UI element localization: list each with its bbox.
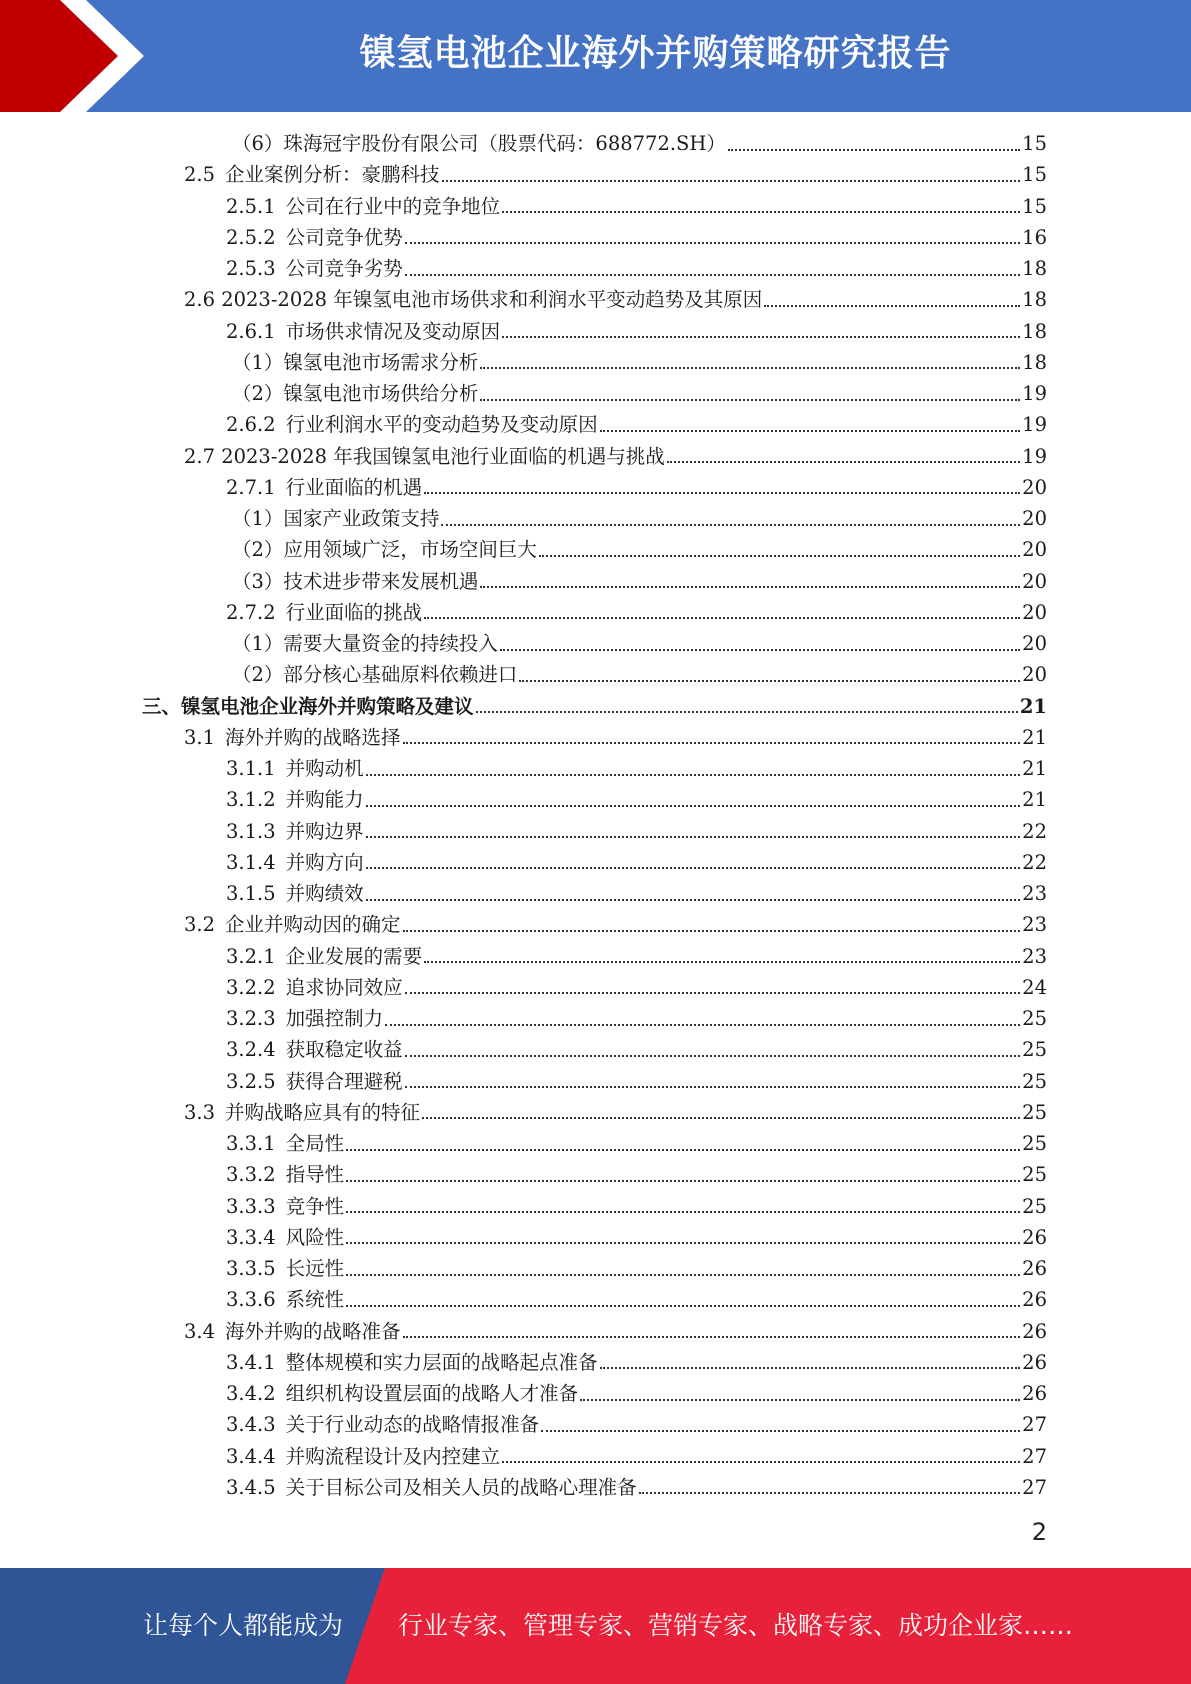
- toc-entry-title: 加强控制力: [285, 1007, 384, 1030]
- toc-leader-dots: [405, 274, 1021, 276]
- toc-entry-number: 2.7.2: [226, 600, 276, 624]
- toc-entry[interactable]: [226, 472, 1047, 503]
- toc-entry-page: 20: [1022, 538, 1047, 562]
- toc-entry-page: 23: [1022, 913, 1047, 937]
- footer-slogan-left: 让每个人都能成为: [143, 1611, 344, 1640]
- toc-entry-title: 公司竞争劣势: [285, 257, 403, 280]
- toc-entry-title: 市场供求情况及变动原因: [285, 319, 501, 343]
- toc-entry[interactable]: [226, 1222, 1047, 1253]
- toc-entry-page: 19: [1022, 413, 1047, 437]
- toc-leader-dots: [366, 899, 1021, 901]
- toc-entry-page: 26: [1022, 1319, 1047, 1343]
- toc-entry[interactable]: [226, 316, 1047, 347]
- toc-entry[interactable]: [226, 1191, 1047, 1222]
- toc-entry[interactable]: [232, 347, 1047, 378]
- toc-entry-title: 行业面临的机遇: [285, 475, 423, 499]
- toc-entry-number: 2.5.1: [226, 194, 276, 218]
- toc-entry[interactable]: [226, 784, 1047, 815]
- toc-entry-page: 23: [1022, 944, 1047, 968]
- toc-leader-dots: [424, 617, 1020, 619]
- toc-entry-number: 2.6.1: [226, 319, 276, 343]
- toc-entry[interactable]: [184, 159, 1047, 190]
- toc-entry-page: 18: [1022, 350, 1047, 374]
- toc-entry-number: 3.1.4: [226, 850, 276, 874]
- toc-entry-title: 企业发展的需要: [285, 944, 423, 968]
- toc-leader-dots: [346, 1242, 1020, 1244]
- toc-entry[interactable]: [226, 1034, 1047, 1065]
- toc-leader-dots: [502, 211, 1020, 213]
- toc-entry-page: 18: [1022, 288, 1047, 312]
- toc-entry-number: 3.3.6: [226, 1288, 276, 1312]
- toc-entry-page: 15: [1022, 163, 1047, 187]
- toc-entry-title: （2）部分核心基础原料依赖进口: [232, 663, 518, 687]
- toc-entry-page: 18: [1022, 319, 1047, 343]
- toc-entry-page: 19: [1022, 382, 1047, 405]
- toc-entry-page: 21: [1022, 725, 1047, 749]
- toc-entry-title: 2.7 2023-2028 年我国镍氢电池行业面临的机遇与挑战: [184, 444, 665, 468]
- toc-entry[interactable]: [184, 441, 1047, 472]
- toc-leader-dots: [366, 836, 1021, 838]
- toc-entry-number: 2.5: [184, 163, 216, 187]
- toc-leader-dots: [424, 961, 1020, 963]
- footer-slogan-right: 行业专家、管理专家、营销专家、战略专家、成功企业家……: [398, 1611, 1074, 1640]
- toc-entry-title: 行业利润水平的变动趋势及变动原因: [285, 413, 598, 437]
- toc-entry-title: 指导性: [285, 1163, 345, 1187]
- toc-leader-dots: [366, 867, 1021, 869]
- toc-entry-title: 系统性: [285, 1288, 345, 1312]
- toc-entry-title: 整体规模和实力层面的战略起点准备: [285, 1350, 598, 1374]
- page-header: [0, 0, 1191, 112]
- toc-entry[interactable]: [232, 628, 1047, 659]
- toc-entry-title: 关于行业动态的战略情报准备: [285, 1413, 540, 1437]
- toc-entry-number: 3.1: [184, 725, 216, 749]
- toc-leader-dots: [405, 242, 1021, 244]
- toc-leader-dots: [403, 742, 1021, 744]
- toc-entry-title: 并购动机: [285, 757, 364, 780]
- toc-leader-dots: [580, 1399, 1020, 1401]
- toc-leader-dots: [502, 1461, 1020, 1463]
- toc-entry-number: 2.5.3: [226, 257, 276, 280]
- toc-entry[interactable]: [184, 722, 1047, 753]
- toc-entry[interactable]: [226, 409, 1047, 440]
- toc-entry-page: 20: [1022, 475, 1047, 499]
- toc-entry-page: 25: [1022, 1038, 1047, 1062]
- toc-entry-number: 3.2.1: [226, 944, 276, 968]
- toc-entry[interactable]: [226, 253, 1047, 284]
- toc-entry-title: 全局性: [285, 1132, 345, 1155]
- toc-entry-title: 并购边界: [285, 819, 364, 843]
- toc-entry-page: 26: [1022, 1382, 1047, 1405]
- toc-leader-dots: [366, 805, 1021, 807]
- toc-entry[interactable]: [226, 1066, 1047, 1097]
- toc-entry-number: 3.3.1: [226, 1132, 276, 1155]
- toc-leader-dots: [385, 1024, 1020, 1026]
- toc-entry-number: 2.7.1: [226, 475, 276, 499]
- toc-entry-title: 企业并购动因的确定: [225, 913, 401, 937]
- toc-entry-title: 长远性: [285, 1257, 345, 1280]
- toc-entry-number: 3.2.5: [226, 1069, 276, 1093]
- toc-entry-title: 获得合理避税: [285, 1069, 403, 1093]
- toc-entry[interactable]: [226, 1159, 1047, 1190]
- toc-entry-page: 25: [1022, 1163, 1047, 1187]
- toc-entry-number: 2.6.2: [226, 413, 276, 437]
- toc-entry[interactable]: [226, 1409, 1047, 1440]
- toc-leader-dots: [539, 555, 1020, 557]
- toc-entry-number: 3.4.2: [226, 1382, 276, 1405]
- toc-entry-title: 并购流程设计及内控建立: [285, 1444, 501, 1468]
- toc-entry[interactable]: [226, 878, 1047, 909]
- toc-entry-number: 3.4.1: [226, 1350, 276, 1374]
- toc-leader-dots: [403, 930, 1021, 932]
- toc-entry-number: 3.3: [184, 1100, 216, 1124]
- toc-entry-title: 获取稳定收益: [285, 1038, 403, 1062]
- toc-entry-title: （2）镍氢电池市场供给分析: [232, 382, 479, 405]
- toc-entry[interactable]: [232, 659, 1047, 690]
- toc-leader-dots: [366, 774, 1021, 776]
- toc-leader-dots: [403, 1336, 1021, 1338]
- toc-entry[interactable]: [226, 753, 1047, 784]
- toc-leader-dots: [519, 680, 1020, 682]
- toc-entry[interactable]: [226, 1378, 1047, 1409]
- toc-entry-page: 27: [1022, 1413, 1047, 1437]
- toc-entry-title: 风险性: [285, 1225, 345, 1249]
- toc-entry-title: （1）国家产业政策支持: [232, 507, 440, 530]
- toc-entry-title: 企业案例分析：豪鹏科技: [225, 163, 440, 187]
- toc-entry-page: 15: [1022, 132, 1047, 155]
- toc-entry-page: 24: [1022, 975, 1047, 999]
- toc-leader-dots: [476, 711, 1018, 713]
- toc-entry-title: 并购方向: [285, 850, 364, 874]
- toc-entry-page: 22: [1022, 819, 1047, 843]
- toc-entry-number: 3.3.4: [226, 1225, 276, 1249]
- toc-entry-number: 2.5.2: [226, 225, 276, 249]
- toc-entry-page: 16: [1022, 225, 1047, 249]
- toc-leader-dots: [424, 492, 1020, 494]
- toc-entry-page: 25: [1022, 1194, 1047, 1218]
- toc-entry[interactable]: [226, 1128, 1047, 1159]
- toc-entry[interactable]: [226, 1284, 1047, 1315]
- toc-entry-title: 海外并购的战略选择: [225, 725, 401, 749]
- toc-entry-title: 竞争性: [285, 1194, 345, 1218]
- toc-entry-page: 25: [1022, 1100, 1047, 1124]
- toc-entry-title: （6）珠海冠宇股份有限公司（股票代码：688772.SH）: [232, 132, 726, 155]
- toc-leader-dots: [600, 430, 1021, 432]
- toc-leader-dots: [346, 1149, 1020, 1151]
- toc-entry-page: 27: [1022, 1475, 1047, 1499]
- toc-entry[interactable]: [232, 566, 1047, 597]
- toc-entry-number: 3.3.3: [226, 1194, 276, 1218]
- toc-entry-page: 25: [1022, 1132, 1047, 1155]
- toc-leader-dots: [764, 305, 1020, 307]
- toc-entry-page: 26: [1022, 1288, 1047, 1312]
- toc-entry-title: 并购绩效: [285, 882, 364, 905]
- toc-entry-number: 3.4.4: [226, 1444, 276, 1468]
- toc-entry-title: 行业面临的挑战: [285, 600, 423, 624]
- toc-entry-page: 15: [1022, 194, 1047, 218]
- toc-entry-title: （2）应用领域广泛，市场空间巨大: [232, 538, 537, 562]
- toc-entry-number: 3.1.1: [226, 757, 276, 780]
- toc-entry-page: 18: [1022, 257, 1047, 280]
- toc-entry-page: 20: [1022, 632, 1047, 655]
- toc-entry[interactable]: [184, 284, 1047, 315]
- toc-leader-dots: [667, 461, 1020, 463]
- toc-leader-dots: [502, 336, 1020, 338]
- toc-leader-dots: [346, 1211, 1020, 1213]
- toc-leader-dots: [600, 1367, 1021, 1369]
- toc-entry[interactable]: [226, 972, 1047, 1003]
- toc-entry[interactable]: [226, 1472, 1047, 1503]
- toc-entry[interactable]: [226, 597, 1047, 628]
- toc-entry-page: 25: [1022, 1007, 1047, 1030]
- toc-leader-dots: [480, 367, 1020, 369]
- toc-entry-title: 组织机构设置层面的战略人才准备: [285, 1382, 579, 1405]
- toc-leader-dots: [405, 1086, 1021, 1088]
- toc-entry[interactable]: [184, 1316, 1047, 1347]
- toc-entry-page: 20: [1022, 569, 1047, 593]
- toc-entry-page: 23: [1022, 882, 1047, 905]
- toc-entry-title: 并购能力: [285, 788, 364, 812]
- toc-entry-title: 2.6 2023-2028 年镍氢电池市场供求和利润水平变动趋势及其原因: [184, 288, 763, 312]
- page-number: 2: [1031, 1518, 1047, 1546]
- toc-entry-title: 公司在行业中的竞争地位: [285, 194, 501, 218]
- toc-leader-dots: [422, 1117, 1020, 1119]
- toc-leader-dots: [405, 992, 1021, 994]
- toc-entry-page: 27: [1022, 1444, 1047, 1468]
- toc-entry[interactable]: [226, 847, 1047, 878]
- toc-entry-page: 21: [1022, 788, 1047, 812]
- toc-leader-dots: [441, 524, 1020, 526]
- toc-leader-dots: [541, 1430, 1020, 1432]
- toc-entry[interactable]: [232, 534, 1047, 565]
- toc-leader-dots: [480, 399, 1020, 401]
- toc-entry-page: 26: [1022, 1225, 1047, 1249]
- toc-entry-number: 3.2: [184, 913, 216, 937]
- toc-entry-number: 3.2.4: [226, 1038, 276, 1062]
- toc-leader-dots: [500, 649, 1020, 651]
- toc-entry-page: 20: [1022, 600, 1047, 624]
- toc-leader-dots: [442, 180, 1021, 182]
- toc-entry-page: 20: [1022, 507, 1047, 530]
- toc-entry-title: （3）技术进步带来发展机遇: [232, 569, 479, 593]
- toc-entry[interactable]: [226, 1441, 1047, 1472]
- toc-entry-page: 21: [1022, 757, 1047, 780]
- toc-entry-page: 25: [1022, 1069, 1047, 1093]
- toc-entry-title: 关于目标公司及相关人员的战略心理准备: [285, 1475, 637, 1499]
- toc-entry[interactable]: [142, 691, 1047, 722]
- toc-entry-title: 海外并购的战略准备: [225, 1319, 401, 1343]
- toc-entry[interactable]: [226, 191, 1047, 222]
- toc-leader-dots: [346, 1180, 1020, 1182]
- toc-entry[interactable]: [232, 378, 1047, 409]
- toc-entry[interactable]: [226, 1347, 1047, 1378]
- toc-leader-dots: [639, 1492, 1021, 1494]
- toc-entry[interactable]: [226, 1253, 1047, 1284]
- toc-entry[interactable]: [184, 1097, 1047, 1128]
- toc-entry-number: 3.4.3: [226, 1413, 276, 1437]
- toc-entry-page: 22: [1022, 850, 1047, 874]
- toc-entry-number: 3.1.5: [226, 882, 276, 905]
- toc-entry[interactable]: [232, 128, 1047, 159]
- toc-entry-title: 公司竞争优势: [285, 225, 403, 249]
- report-title: 镍氢电池企业海外并购策略研究报告: [359, 33, 952, 74]
- toc-entry-page: 26: [1022, 1350, 1047, 1374]
- toc-entry-page: 21: [1019, 694, 1047, 718]
- toc-entry-number: 3.3.2: [226, 1163, 276, 1187]
- toc-entry-title: （1）镍氢电池市场需求分析: [232, 350, 479, 374]
- toc-leader-dots: [346, 1305, 1020, 1307]
- toc-entry-number: 3.4: [184, 1319, 216, 1343]
- toc-entry-number: 3.3.5: [226, 1257, 276, 1280]
- toc-entry-title: 并购战略应具有的特征: [225, 1100, 421, 1124]
- toc-entry-title: （1）需要大量资金的持续投入: [232, 632, 498, 655]
- toc-entry-title: 三、镍氢电池企业海外并购策略及建议: [142, 694, 474, 718]
- page-footer: [0, 1568, 1191, 1684]
- toc-entry-number: 3.1.2: [226, 788, 276, 812]
- toc-entry-page: 26: [1022, 1257, 1047, 1280]
- toc-entry[interactable]: [226, 222, 1047, 253]
- toc-entry[interactable]: [226, 941, 1047, 972]
- toc-leader-dots: [480, 586, 1020, 588]
- toc-entry[interactable]: [226, 1003, 1047, 1034]
- toc-entry-page: 20: [1022, 663, 1047, 687]
- toc-entry[interactable]: [226, 816, 1047, 847]
- toc-entry-number: 3.1.3: [226, 819, 276, 843]
- toc-leader-dots: [346, 1274, 1020, 1276]
- toc-leader-dots: [405, 1055, 1021, 1057]
- toc-entry-number: 3.4.5: [226, 1475, 276, 1499]
- toc-entry-number: 3.2.2: [226, 975, 276, 999]
- toc-entry[interactable]: [184, 909, 1047, 940]
- toc-leader-dots: [728, 149, 1020, 151]
- toc-entry-number: 3.2.3: [226, 1007, 276, 1030]
- toc-entry-title: 追求协同效应: [285, 975, 403, 999]
- toc-entry[interactable]: [232, 503, 1047, 534]
- toc-entry-page: 19: [1022, 444, 1047, 468]
